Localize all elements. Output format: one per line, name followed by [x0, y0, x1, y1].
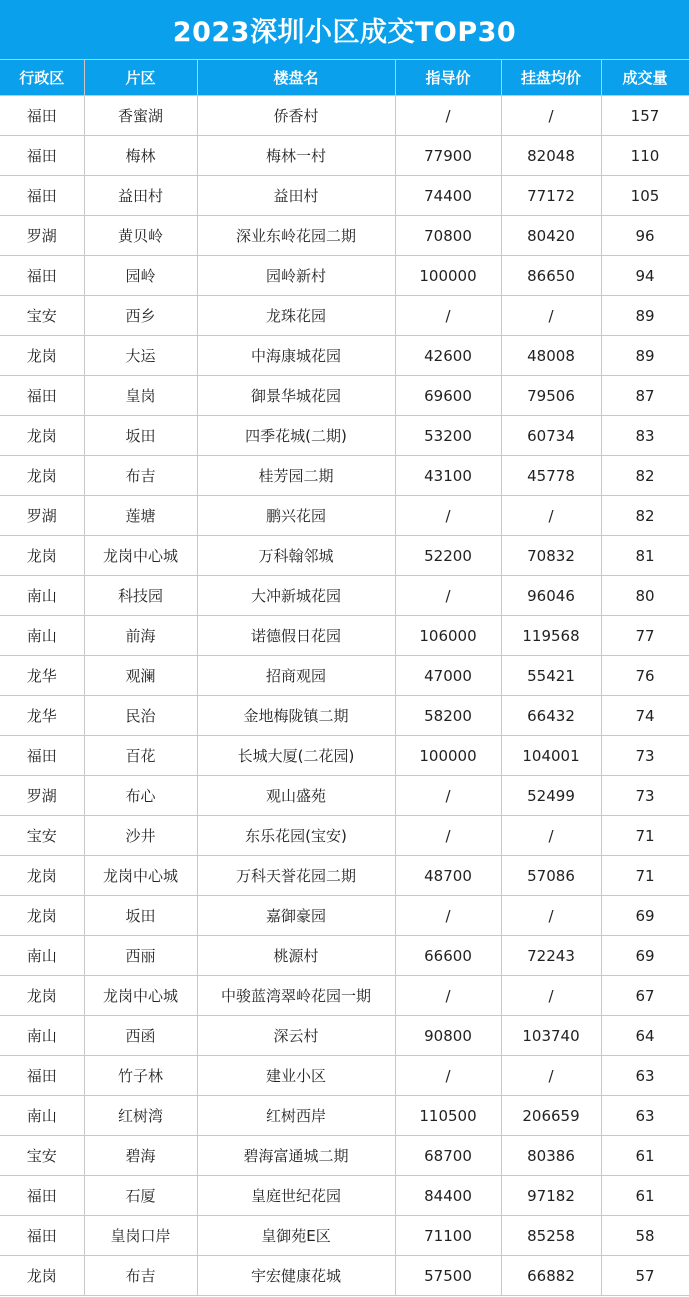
cell-estate: 桂芳园二期 [197, 456, 395, 496]
cell-listing-price: 66432 [501, 696, 601, 736]
cell-area: 益田村 [84, 176, 197, 216]
cell-volume: 81 [601, 536, 689, 576]
cell-area: 皇岗 [84, 376, 197, 416]
cell-estate: 红树西岸 [197, 1096, 395, 1136]
table-row [0, 696, 689, 736]
cell-volume: 94 [601, 256, 689, 296]
column-header-listing-price: 挂盘均价 [501, 60, 601, 96]
cell-volume: 105 [601, 176, 689, 216]
cell-listing-price: / [501, 496, 601, 536]
cell-volume: 64 [601, 1016, 689, 1056]
cell-estate: 中海康城花园 [197, 336, 395, 376]
cell-listing-price: 55421 [501, 656, 601, 696]
cell-listing-price: 103740 [501, 1016, 601, 1056]
cell-volume: 69 [601, 936, 689, 976]
cell-area: 布吉 [84, 456, 197, 496]
cell-area: 皇岗口岸 [84, 1216, 197, 1256]
cell-estate: 皇御苑E区 [197, 1216, 395, 1256]
cell-listing-price: 66882 [501, 1256, 601, 1296]
cell-listing-price: / [501, 976, 601, 1016]
cell-volume: 83 [601, 416, 689, 456]
table-row [0, 296, 689, 336]
cell-area: 前海 [84, 616, 197, 656]
cell-listing-price: / [501, 1056, 601, 1096]
cell-district: 南山 [0, 1096, 84, 1136]
cell-area: 香蜜湖 [84, 96, 197, 136]
cell-area: 红树湾 [84, 1096, 197, 1136]
cell-area: 西丽 [84, 936, 197, 976]
cell-district: 龙岗 [0, 536, 84, 576]
cell-guide-price: 68700 [395, 1136, 501, 1176]
cell-volume: 76 [601, 656, 689, 696]
cell-estate: 建业小区 [197, 1056, 395, 1096]
table-row [0, 616, 689, 656]
cell-estate: 长城大厦(二花园) [197, 736, 395, 776]
cell-guide-price: 47000 [395, 656, 501, 696]
cell-volume: 96 [601, 216, 689, 256]
cell-volume: 110 [601, 136, 689, 176]
cell-guide-price: 84400 [395, 1176, 501, 1216]
cell-district: 福田 [0, 1176, 84, 1216]
cell-district: 福田 [0, 736, 84, 776]
table-row [0, 536, 689, 576]
cell-area: 西乡 [84, 296, 197, 336]
cell-volume: 89 [601, 296, 689, 336]
cell-listing-price: 86650 [501, 256, 601, 296]
cell-district: 龙华 [0, 696, 84, 736]
cell-area: 龙岗中心城 [84, 976, 197, 1016]
cell-guide-price: / [395, 96, 501, 136]
cell-area: 百花 [84, 736, 197, 776]
cell-estate: 中骏蓝湾翠岭花园一期 [197, 976, 395, 1016]
cell-guide-price: 43100 [395, 456, 501, 496]
cell-district: 龙华 [0, 656, 84, 696]
cell-estate: 观山盛苑 [197, 776, 395, 816]
cell-listing-price: 97182 [501, 1176, 601, 1216]
cell-district: 南山 [0, 576, 84, 616]
cell-volume: 77 [601, 616, 689, 656]
table-row [0, 816, 689, 856]
table-row [0, 176, 689, 216]
cell-volume: 74 [601, 696, 689, 736]
column-header-area: 片区 [84, 60, 197, 96]
table-row [0, 976, 689, 1016]
cell-volume: 61 [601, 1176, 689, 1216]
cell-area: 坂田 [84, 896, 197, 936]
cell-listing-price: 96046 [501, 576, 601, 616]
cell-estate: 招商观园 [197, 656, 395, 696]
cell-volume: 87 [601, 376, 689, 416]
cell-guide-price: / [395, 296, 501, 336]
cell-guide-price: 90800 [395, 1016, 501, 1056]
cell-volume: 57 [601, 1256, 689, 1296]
cell-area: 梅林 [84, 136, 197, 176]
cell-guide-price: 66600 [395, 936, 501, 976]
table-row [0, 336, 689, 376]
cell-listing-price: 45778 [501, 456, 601, 496]
table-body [0, 96, 689, 1296]
table-row [0, 416, 689, 456]
cell-estate: 鹏兴花园 [197, 496, 395, 536]
table-row [0, 1256, 689, 1296]
cell-estate: 四季花城(二期) [197, 416, 395, 456]
cell-volume: 157 [601, 96, 689, 136]
cell-guide-price: 69600 [395, 376, 501, 416]
column-header-district: 行政区 [0, 60, 84, 96]
cell-district: 罗湖 [0, 776, 84, 816]
cell-district: 宝安 [0, 1136, 84, 1176]
cell-estate: 园岭新村 [197, 256, 395, 296]
table-row [0, 1096, 689, 1136]
cell-district: 龙岗 [0, 1256, 84, 1296]
cell-volume: 58 [601, 1216, 689, 1256]
cell-estate: 御景华城花园 [197, 376, 395, 416]
table-row [0, 576, 689, 616]
cell-estate: 宇宏健康花城 [197, 1256, 395, 1296]
cell-guide-price: 100000 [395, 736, 501, 776]
cell-volume: 61 [601, 1136, 689, 1176]
cell-volume: 63 [601, 1096, 689, 1136]
cell-estate: 诺德假日花园 [197, 616, 395, 656]
cell-listing-price: 79506 [501, 376, 601, 416]
cell-guide-price: 48700 [395, 856, 501, 896]
cell-district: 南山 [0, 616, 84, 656]
cell-district: 福田 [0, 256, 84, 296]
cell-district: 福田 [0, 96, 84, 136]
cell-area: 观澜 [84, 656, 197, 696]
cell-area: 莲塘 [84, 496, 197, 536]
cell-guide-price: 53200 [395, 416, 501, 456]
table-row [0, 256, 689, 296]
cell-volume: 69 [601, 896, 689, 936]
cell-estate: 侨香村 [197, 96, 395, 136]
cell-listing-price: / [501, 896, 601, 936]
table-row [0, 1056, 689, 1096]
cell-district: 龙岗 [0, 456, 84, 496]
cell-listing-price: 206659 [501, 1096, 601, 1136]
cell-volume: 80 [601, 576, 689, 616]
cell-estate: 皇庭世纪花园 [197, 1176, 395, 1216]
table-row [0, 216, 689, 256]
cell-listing-price: 80420 [501, 216, 601, 256]
table-header-row [0, 60, 689, 96]
cell-estate: 梅林一村 [197, 136, 395, 176]
cell-area: 龙岗中心城 [84, 856, 197, 896]
cell-district: 龙岗 [0, 896, 84, 936]
cell-area: 西函 [84, 1016, 197, 1056]
cell-listing-price: 104001 [501, 736, 601, 776]
cell-estate: 益田村 [197, 176, 395, 216]
cell-guide-price: 110500 [395, 1096, 501, 1136]
cell-listing-price: 77172 [501, 176, 601, 216]
cell-estate: 碧海富通城二期 [197, 1136, 395, 1176]
cell-district: 龙岗 [0, 856, 84, 896]
table-row [0, 856, 689, 896]
cell-guide-price: 58200 [395, 696, 501, 736]
cell-guide-price: / [395, 896, 501, 936]
table-row [0, 776, 689, 816]
table-row [0, 936, 689, 976]
cell-guide-price: / [395, 976, 501, 1016]
cell-area: 沙井 [84, 816, 197, 856]
cell-guide-price: 71100 [395, 1216, 501, 1256]
cell-estate: 嘉御豪园 [197, 896, 395, 936]
cell-district: 龙岗 [0, 336, 84, 376]
cell-estate: 金地梅陇镇二期 [197, 696, 395, 736]
table-row [0, 896, 689, 936]
cell-volume: 73 [601, 736, 689, 776]
cell-district: 龙岗 [0, 976, 84, 1016]
cell-listing-price: 52499 [501, 776, 601, 816]
cell-guide-price: / [395, 496, 501, 536]
table-row [0, 96, 689, 136]
cell-district: 福田 [0, 376, 84, 416]
table-row [0, 1176, 689, 1216]
cell-listing-price: 48008 [501, 336, 601, 376]
cell-estate: 大冲新城花园 [197, 576, 395, 616]
cell-district: 南山 [0, 936, 84, 976]
table-row [0, 1136, 689, 1176]
cell-guide-price: / [395, 1056, 501, 1096]
table-row [0, 656, 689, 696]
column-header-estate: 楼盘名 [197, 60, 395, 96]
table-row [0, 376, 689, 416]
cell-area: 坂田 [84, 416, 197, 456]
cell-listing-price: / [501, 296, 601, 336]
cell-volume: 82 [601, 496, 689, 536]
cell-listing-price: 80386 [501, 1136, 601, 1176]
cell-estate: 龙珠花园 [197, 296, 395, 336]
cell-volume: 71 [601, 816, 689, 856]
cell-district: 宝安 [0, 296, 84, 336]
cell-district: 罗湖 [0, 216, 84, 256]
table-row [0, 1216, 689, 1256]
table-row [0, 496, 689, 536]
cell-guide-price: 100000 [395, 256, 501, 296]
cell-listing-price: / [501, 96, 601, 136]
cell-area: 龙岗中心城 [84, 536, 197, 576]
cell-area: 大运 [84, 336, 197, 376]
cell-estate: 东乐花园(宝安) [197, 816, 395, 856]
cell-district: 南山 [0, 1016, 84, 1056]
column-header-volume: 成交量 [601, 60, 689, 96]
cell-estate: 深云村 [197, 1016, 395, 1056]
ranking-table [0, 60, 689, 1296]
cell-guide-price: / [395, 576, 501, 616]
cell-area: 黄贝岭 [84, 216, 197, 256]
cell-volume: 89 [601, 336, 689, 376]
cell-listing-price: 85258 [501, 1216, 601, 1256]
cell-volume: 82 [601, 456, 689, 496]
cell-listing-price: 119568 [501, 616, 601, 656]
cell-district: 罗湖 [0, 496, 84, 536]
cell-listing-price: 60734 [501, 416, 601, 456]
cell-estate: 万科天誉花园二期 [197, 856, 395, 896]
cell-area: 布吉 [84, 1256, 197, 1296]
cell-area: 碧海 [84, 1136, 197, 1176]
table-row [0, 136, 689, 176]
cell-guide-price: 77900 [395, 136, 501, 176]
cell-guide-price: 106000 [395, 616, 501, 656]
cell-district: 福田 [0, 176, 84, 216]
cell-listing-price: 70832 [501, 536, 601, 576]
cell-district: 龙岗 [0, 416, 84, 456]
cell-volume: 71 [601, 856, 689, 896]
cell-district: 福田 [0, 1216, 84, 1256]
cell-guide-price: / [395, 776, 501, 816]
cell-guide-price: 42600 [395, 336, 501, 376]
table-row [0, 1016, 689, 1056]
cell-area: 科技园 [84, 576, 197, 616]
cell-guide-price: 52200 [395, 536, 501, 576]
cell-area: 园岭 [84, 256, 197, 296]
cell-guide-price: 57500 [395, 1256, 501, 1296]
cell-volume: 63 [601, 1056, 689, 1096]
cell-estate: 深业东岭花园二期 [197, 216, 395, 256]
table-row [0, 456, 689, 496]
cell-area: 石厦 [84, 1176, 197, 1216]
cell-estate: 桃源村 [197, 936, 395, 976]
cell-district: 宝安 [0, 816, 84, 856]
cell-estate: 万科翰邻城 [197, 536, 395, 576]
cell-guide-price: / [395, 816, 501, 856]
cell-area: 竹子林 [84, 1056, 197, 1096]
column-header-guide-price: 指导价 [395, 60, 501, 96]
cell-listing-price: / [501, 816, 601, 856]
table-row [0, 736, 689, 776]
cell-listing-price: 82048 [501, 136, 601, 176]
cell-district: 福田 [0, 1056, 84, 1096]
cell-district: 福田 [0, 136, 84, 176]
cell-guide-price: 74400 [395, 176, 501, 216]
cell-area: 民治 [84, 696, 197, 736]
cell-guide-price: 70800 [395, 216, 501, 256]
cell-volume: 73 [601, 776, 689, 816]
page-title: 2023深圳小区成交TOP30 [0, 0, 689, 60]
cell-area: 布心 [84, 776, 197, 816]
cell-listing-price: 72243 [501, 936, 601, 976]
cell-volume: 67 [601, 976, 689, 1016]
cell-listing-price: 57086 [501, 856, 601, 896]
